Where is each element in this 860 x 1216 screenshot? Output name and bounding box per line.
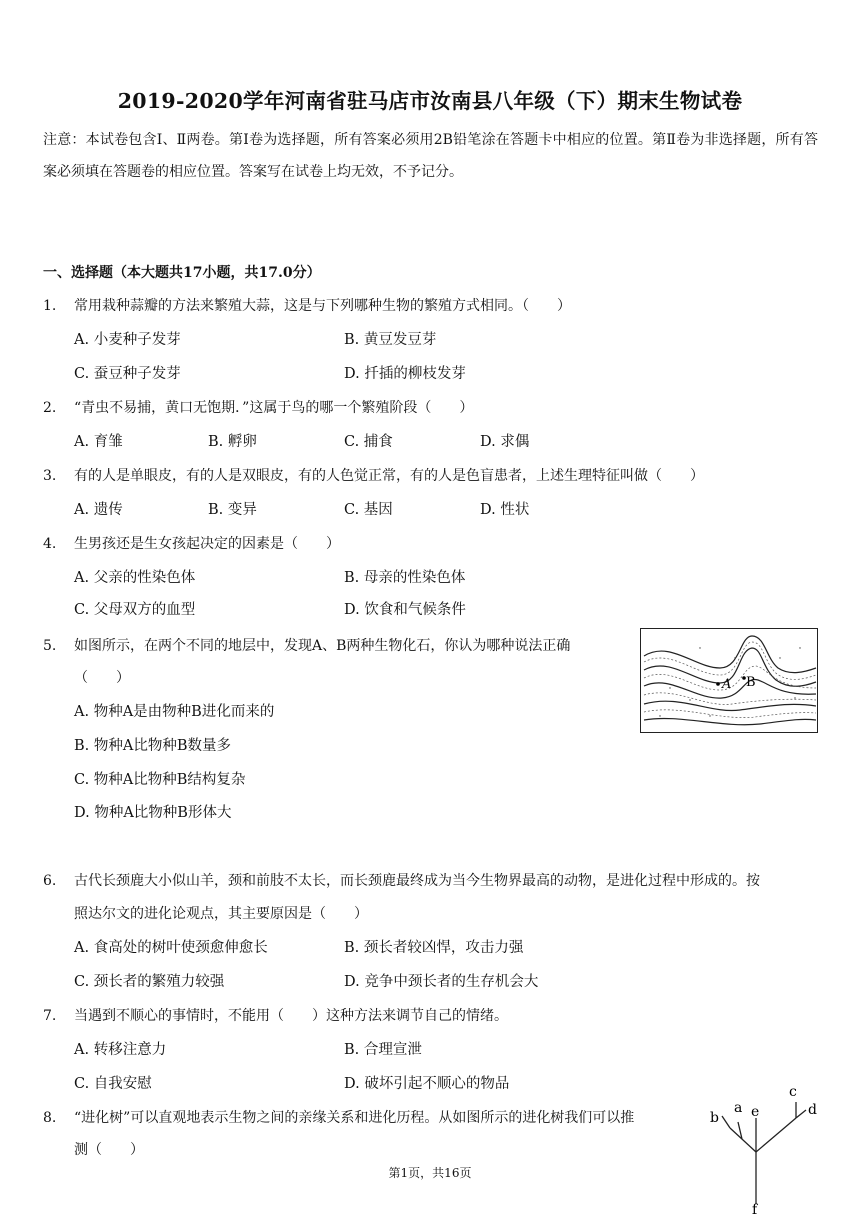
question-text-cont: 照达尔文的进化论观点，其主要原因是（ ） (74, 906, 368, 922)
option-a: A. 遗传 (74, 502, 123, 518)
option-c: C. 蚕豆种子发芽 (74, 366, 181, 382)
option-b: B. 母亲的性染色体 (344, 570, 466, 586)
tree-label-a: a (734, 1100, 743, 1116)
option-b: B. 孵卵 (208, 434, 257, 450)
tree-label-b: b (710, 1110, 719, 1126)
option-c: C. 颈长者的繁殖力较强 (74, 974, 225, 990)
option-a: A. 转移注意力 (74, 1042, 167, 1058)
option-b: B. 合理宣泄 (344, 1042, 422, 1058)
option-c: C. 自我安慰 (74, 1076, 152, 1092)
question-text: 常用栽种蒜瓣的方法来繁殖大蒜，这是与下列哪种生物的繁殖方式相同。（ ） (74, 298, 571, 314)
fossil-label-a: A (722, 677, 732, 692)
question-text-cont: 测（ ） (74, 1142, 144, 1158)
option-a: A. 物种A是由物种B进化而来的 (74, 704, 275, 720)
question-text: 有的人是单眼皮，有的人是双眼皮，有的人色觉正常，有的人是色盲患者，上述生理特征叫做（ ） (74, 468, 704, 484)
section-heading: 一、选择题（本大题共17小题，共17.0分） (43, 265, 321, 281)
tree-label-d: d (808, 1102, 817, 1118)
question-number: 4. (43, 536, 57, 552)
question-text: “进化树”可以直观地表示生物之间的亲缘关系和进化历程。从如图所示的进化树我们可以推 (74, 1110, 635, 1126)
option-b: B. 黄豆发豆芽 (344, 332, 437, 348)
option-c: C. 基因 (344, 502, 393, 518)
option-d: D. 扦插的柳枝发芽 (344, 366, 466, 382)
option-b: B. 物种A比物种B数量多 (74, 738, 231, 754)
option-a: A. 育雏 (74, 434, 123, 450)
question-number: 1. (43, 298, 57, 314)
exam-notice: 注意：本试卷包含Ⅰ、Ⅱ两卷。第Ⅰ卷为选择题，所有答案必须用2B铅笔涂在答题卡中相应的位置。第Ⅱ卷为非选择题，所有答案必须填在答题卷的相应位置。答案写在试卷上均无效，不予记分。 (43, 132, 818, 180)
option-a: A. 小麦种子发芽 (74, 332, 181, 348)
option-d: D. 求偶 (480, 434, 530, 450)
option-d: D. 竞争中颈长者的生存机会大 (344, 974, 539, 990)
option-c: C. 父母双方的血型 (74, 602, 196, 618)
option-a: A. 食高处的树叶使颈愈伸愈长 (74, 940, 268, 956)
question-text: 生男孩还是生女孩起决定的因素是（ ） (74, 536, 340, 552)
question-number: 8. (43, 1110, 57, 1126)
rock-strata-figure (640, 628, 818, 733)
question-text-cont: （ ） (74, 670, 130, 686)
option-d: D. 性状 (480, 502, 530, 518)
tree-label-c: c (789, 1084, 797, 1100)
fossil-a-marker (716, 682, 720, 686)
question-number: 3. (43, 468, 57, 484)
option-a: A. 父亲的性染色体 (74, 570, 196, 586)
fossil-label-b: B (746, 675, 756, 690)
option-b: B. 颈长者较凶悍，攻击力强 (344, 940, 524, 956)
page-footer: 第1页，共16页 (388, 1166, 472, 1180)
question-number: 2. (43, 400, 57, 416)
option-b: B. 变异 (208, 502, 257, 518)
option-d: D. 物种A比物种B形体大 (74, 805, 232, 821)
question-text: 如图所示，在两个不同的地层中，发现A、B两种生物化石，你认为哪种说法正确 (74, 638, 571, 654)
question-number: 7. (43, 1008, 57, 1024)
option-c: C. 捕食 (344, 434, 393, 450)
page-title: 2019-2020学年河南省驻马店市汝南县八年级（下）期末生物试卷 (117, 89, 743, 113)
question-text: 古代长颈鹿大小似山羊，颈和前肢不太长，而长颈鹿最终成为当今生物界最高的动物，是进化过程中形成的。按 (74, 873, 760, 889)
option-d: D. 破坏引起不顺心的物品 (344, 1076, 510, 1092)
question-number: 5. (43, 638, 57, 654)
question-text: 当遇到不顺心的事情时，不能用（ ）这种方法来调节自己的情绪。 (74, 1008, 508, 1024)
option-c: C. 物种A比物种B结构复杂 (74, 772, 246, 788)
question-number: 6. (43, 873, 57, 889)
evolution-tree-figure (700, 1078, 830, 1216)
tree-label-e: e (751, 1104, 760, 1120)
tree-label-f: f (752, 1202, 758, 1216)
option-d: D. 饮食和气候条件 (344, 602, 466, 618)
question-text: “青虫不易捕，黄口无饱期．”这属于鸟的哪一个繁殖阶段（ ） (74, 400, 474, 416)
